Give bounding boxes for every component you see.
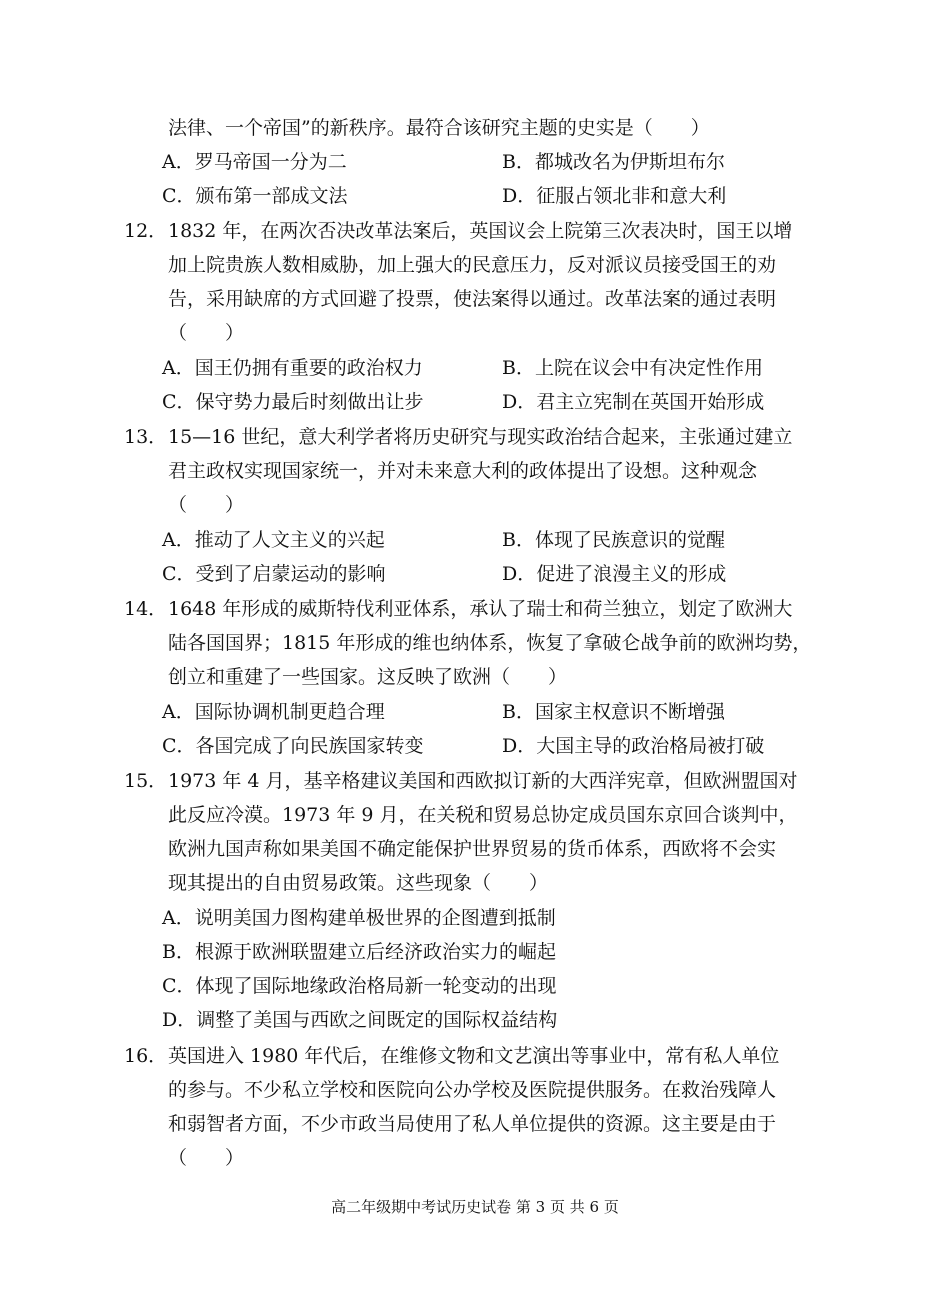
- q16-answer-blank: （ ）: [168, 1147, 245, 1169]
- q11-option-c: C．颁布第一部成文法: [162, 185, 348, 207]
- q13-line: 君主政权实现国家统一，并对未来意大利的政体提出了设想。这种观念: [168, 460, 758, 482]
- q12-option-b: B．上院在议会中有决定性作用: [502, 357, 763, 379]
- q14-line: 陆各国国界；1815 年形成的维也纳体系，恢复了拿破仑战争前的欧洲均势，: [168, 632, 812, 654]
- q15-line: 1973 年 4 月，基辛格建议美国和西欧拟订新的大西洋宪章，但欧洲盟国对: [168, 770, 798, 792]
- q13-line: 15—16 世纪，意大利学者将历史研究与现实政治结合起来，主张通过建立: [168, 426, 793, 448]
- q12-option-c: C．保守势力最后时刻做出让步: [162, 391, 424, 413]
- q12-number: 12．: [124, 220, 168, 242]
- q15-option-c: C．体现了国际地缘政治格局新一轮变动的出现: [162, 975, 557, 997]
- q15-number: 15．: [124, 770, 168, 792]
- q15-option-a: A．说明美国力图构建单极世界的企图遭到抵制: [162, 907, 556, 929]
- q14-line: 创立和重建了一些国家。这反映了欧洲（ ）: [168, 666, 568, 688]
- q13-number: 13．: [124, 426, 168, 448]
- q13-option-b: B．体现了民族意识的觉醒: [502, 529, 725, 551]
- q13-option-a: A．推动了人文主义的兴起: [162, 529, 385, 551]
- q13-answer-blank: （ ）: [168, 494, 245, 516]
- q11-option-a: A．罗马帝国一分为二: [162, 151, 347, 173]
- q11-line: 法律、一个帝国”的新秩序。最符合该研究主题的史实是（ ）: [168, 117, 710, 139]
- q16-line: 和弱智者方面，不少市政当局使用了私人单位提供的资源。这主要是由于: [168, 1113, 777, 1135]
- q16-line: 英国进入 1980 年代后，在维修文物和文艺演出等事业中，常有私人单位: [168, 1045, 780, 1067]
- q15-line: 现其提出的自由贸易政策。这些现象（ ）: [168, 872, 549, 894]
- q12-line: 加上院贵族人数相威胁，加上强大的民意压力，反对派议员接受国王的劝: [168, 254, 777, 276]
- q16-line: 的参与。不少私立学校和医院向公办学校及医院提供服务。在救治残障人: [168, 1079, 777, 1101]
- q14-option-b: B．国家主权意识不断增强: [502, 701, 725, 723]
- q14-option-d: D．大国主导的政治格局被打破: [502, 735, 765, 757]
- q15-option-d: D．调整了美国与西欧之间既定的国际权益结构: [162, 1009, 558, 1031]
- q12-line: 告，采用缺席的方式回避了投票，使法案得以通过。改革法案的通过表明: [168, 288, 777, 310]
- q12-option-d: D．君主立宪制在英国开始形成: [502, 391, 765, 413]
- q12-line: 1832 年，在两次否决改革法案后，英国议会上院第三次表决时，国王以增: [168, 220, 793, 242]
- q11-option-d: D．征服占领北非和意大利: [502, 185, 727, 207]
- q15-option-b: B．根源于欧洲联盟建立后经济政治实力的崛起: [162, 941, 556, 963]
- q13-option-d: D．促进了浪漫主义的形成: [502, 563, 727, 585]
- q15-line: 欧洲九国声称如果美国不确定能保护世界贸易的货币体系，西欧将不会实: [168, 838, 777, 860]
- q12-answer-blank: （ ）: [168, 322, 245, 344]
- q14-number: 14．: [124, 598, 168, 620]
- q16-number: 16．: [124, 1045, 168, 1067]
- page-footer: 高二年级期中考试历史试卷 第 3 页 共 6 页: [331, 1198, 619, 1216]
- q14-option-a: A．国际协调机制更趋合理: [162, 701, 385, 723]
- q15-line: 此反应冷漠。1973 年 9 月，在关税和贸易总协定成员国东京回合谈判中，: [168, 804, 798, 826]
- q13-option-c: C．受到了启蒙运动的影响: [162, 563, 386, 585]
- q14-line: 1648 年形成的威斯特伐利亚体系，承认了瑞士和荷兰独立，划定了欧洲大: [168, 598, 793, 620]
- q14-option-c: C．各国完成了向民族国家转变: [162, 735, 424, 757]
- q11-option-b: B．都城改名为伊斯坦布尔: [502, 151, 725, 173]
- q12-option-a: A．国王仍拥有重要的政治权力: [162, 357, 423, 379]
